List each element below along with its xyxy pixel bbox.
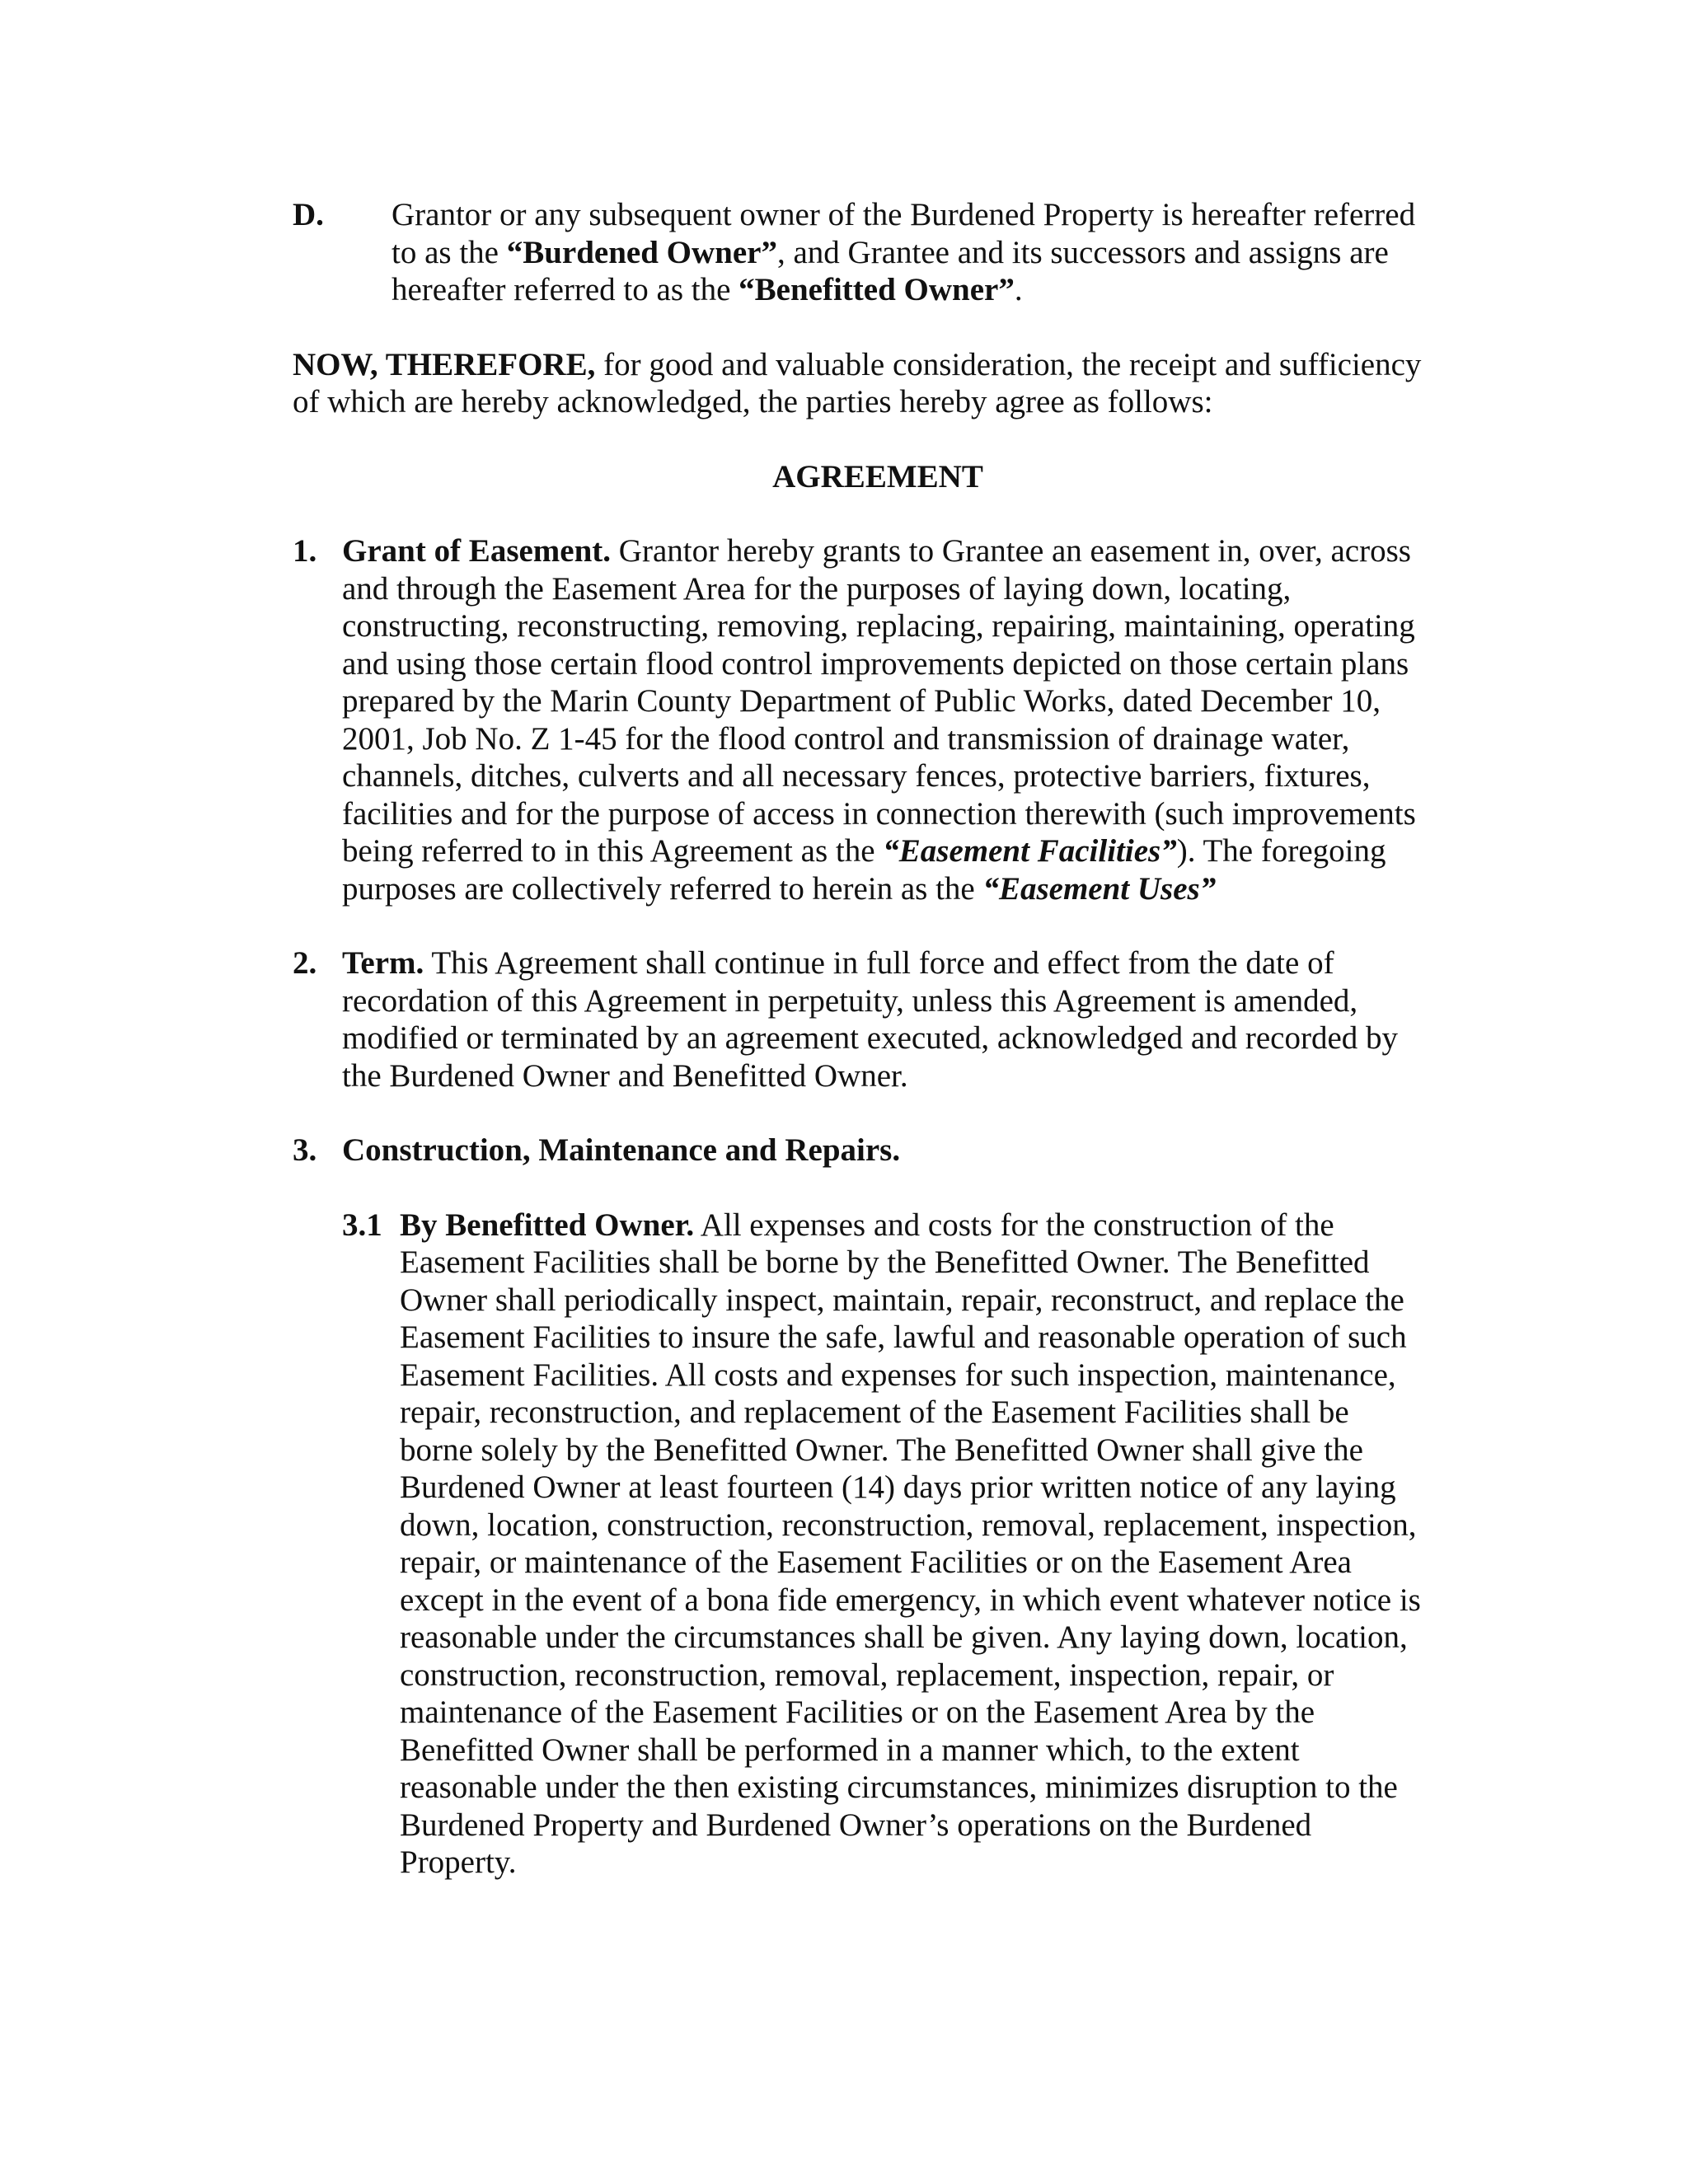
section-3-construction [293,1132,1430,1169]
section-3-1-title: By Benefitted Owner. [400,1207,695,1243]
section-1-number: 1. [293,533,317,569]
section-1-grant-of-easement: 1. Grant of Easement. Grantor hereby grants to Grantee an easement in, over, across and through the Easement Area for the purposes of laying down, locating, constructing, reconstructing, removing, replacing, repairing, maintaining, operating and using those certain flood control improvements depicted on those certain plans prepared by the Marin County Department of Public Works, dated December 10, 2001, Job No. Z 1-45 for the flood control and transmission of drainage water, channels, ditches, culverts and all necessary fences, protective barriers, fixtures, facilities and for the purpose of access in connection therewith (such improvements being referred to in this Agreement as the “Easement Facilities”). The foregoing purposes are collectively referred to herein as the “Easement Uses” [293,533,1416,907]
section-2-text: This Agreement shall continue in full force and effect from the date of recordation of this Agreement in perpetuity, unless this Agreement is amended, modified or terminated by an agreement executed, acknowledged and recorded by the Burdened Owner and Benefitted Owner. [342,945,1399,1094]
defined-term-burdened-owner: “Burdened Owner” [506,234,777,270]
section-2-title: Term. [342,945,424,981]
document-body [293,196,1430,1882]
now-therefore-paragraph [293,346,1430,421]
defined-term-benefitted-owner: “Benefitted Owner” [738,272,1015,307]
recital-d [293,196,1430,309]
section-3-title: Construction, Maintenance and Repairs. [342,1132,901,1168]
section-1-title: Grant of Easement. [342,533,612,569]
section-2-term [293,944,1430,1094]
section-1-text: Grantor hereby grants to Grantee an easement in, over, across and through the Easement Area for the purposes of laying down, locating, constructing, reconstructing, removing, replacing, repairing, maintaining, operating and using those certain flood control improvements depicted on those certain plans prepared by the Marin County Department of Public Works, dated December 10, 2001, Job No. Z 1-45 for the flood control and transmission of drainage water, channels, ditches, culverts and all necessary fences, protective barriers, fixtures, facilities and for the purpose of access in connection therewith (such improvements being referred to in this Agreement as the [342,533,1416,869]
defined-term-easement-facilities: “Easement Facilities” [883,833,1177,869]
recital-d-text: Grantor or any subsequent owner of the Burdened Property is hereafter referred to as the “Burdened Owner”, and Grantee and its successors and assigns are hereafter referred to as the “Benefitted Owner”. [392,197,1416,307]
now-therefore-text: for good and valuable consideration, the receipt and sufficiency of which are hereby acknowledged, the parties hereby agree as follows: [293,346,1422,419]
section-2-number: 2. [293,945,317,981]
section-3-1-text: All expenses and costs for the construction of the Easement Facilities shall be borne by the Benefitted Owner. The Benefitted Owner shall periodically inspect, maintain, repair, reconstruct, and replace the Easement Facilities to insure the safe, lawful and reasonable operation of such Easement Facilities. All costs and expenses for such inspection, maintenance, repair, reconstruction, and replacement of the Easement Facilities shall be borne solely by the Benefitted Owner. The Benefitted Owner shall give the Burdened Owner at least fourteen (14) days prior written notice of any laying down, location, construction, reconstruction, removal, replacement, inspection, repair, or maintenance of the Easement Facilities or on the Easement Area except in the event of a bona fide emergency, in which event whatever notice is reasonable under the circumstances shall be given. Any laying down, location, construction, reconstruction, removal, replacement, inspection, repair, or maintenance of the Easement Facilities or on the Easement Area by the Benefitted Owner shall be performed in a manner which, to the extent reasonable under the then existing circumstances, minimizes disruption to the Burdened Property and Burdened Owner’s operations on the Burdened Property. [400,1207,1421,1880]
now-therefore-lead: NOW, THEREFORE, [293,346,596,382]
section-3-1-number: 3.1 [342,1207,382,1243]
agreement-heading: AGREEMENT [772,458,983,494]
recital-d-marker: D. [293,197,324,232]
section-3-number: 3. [293,1132,317,1168]
section-3-1-by-benefitted-owner [293,1207,1430,1882]
defined-term-easement-uses: “Easement Uses” [982,870,1217,907]
